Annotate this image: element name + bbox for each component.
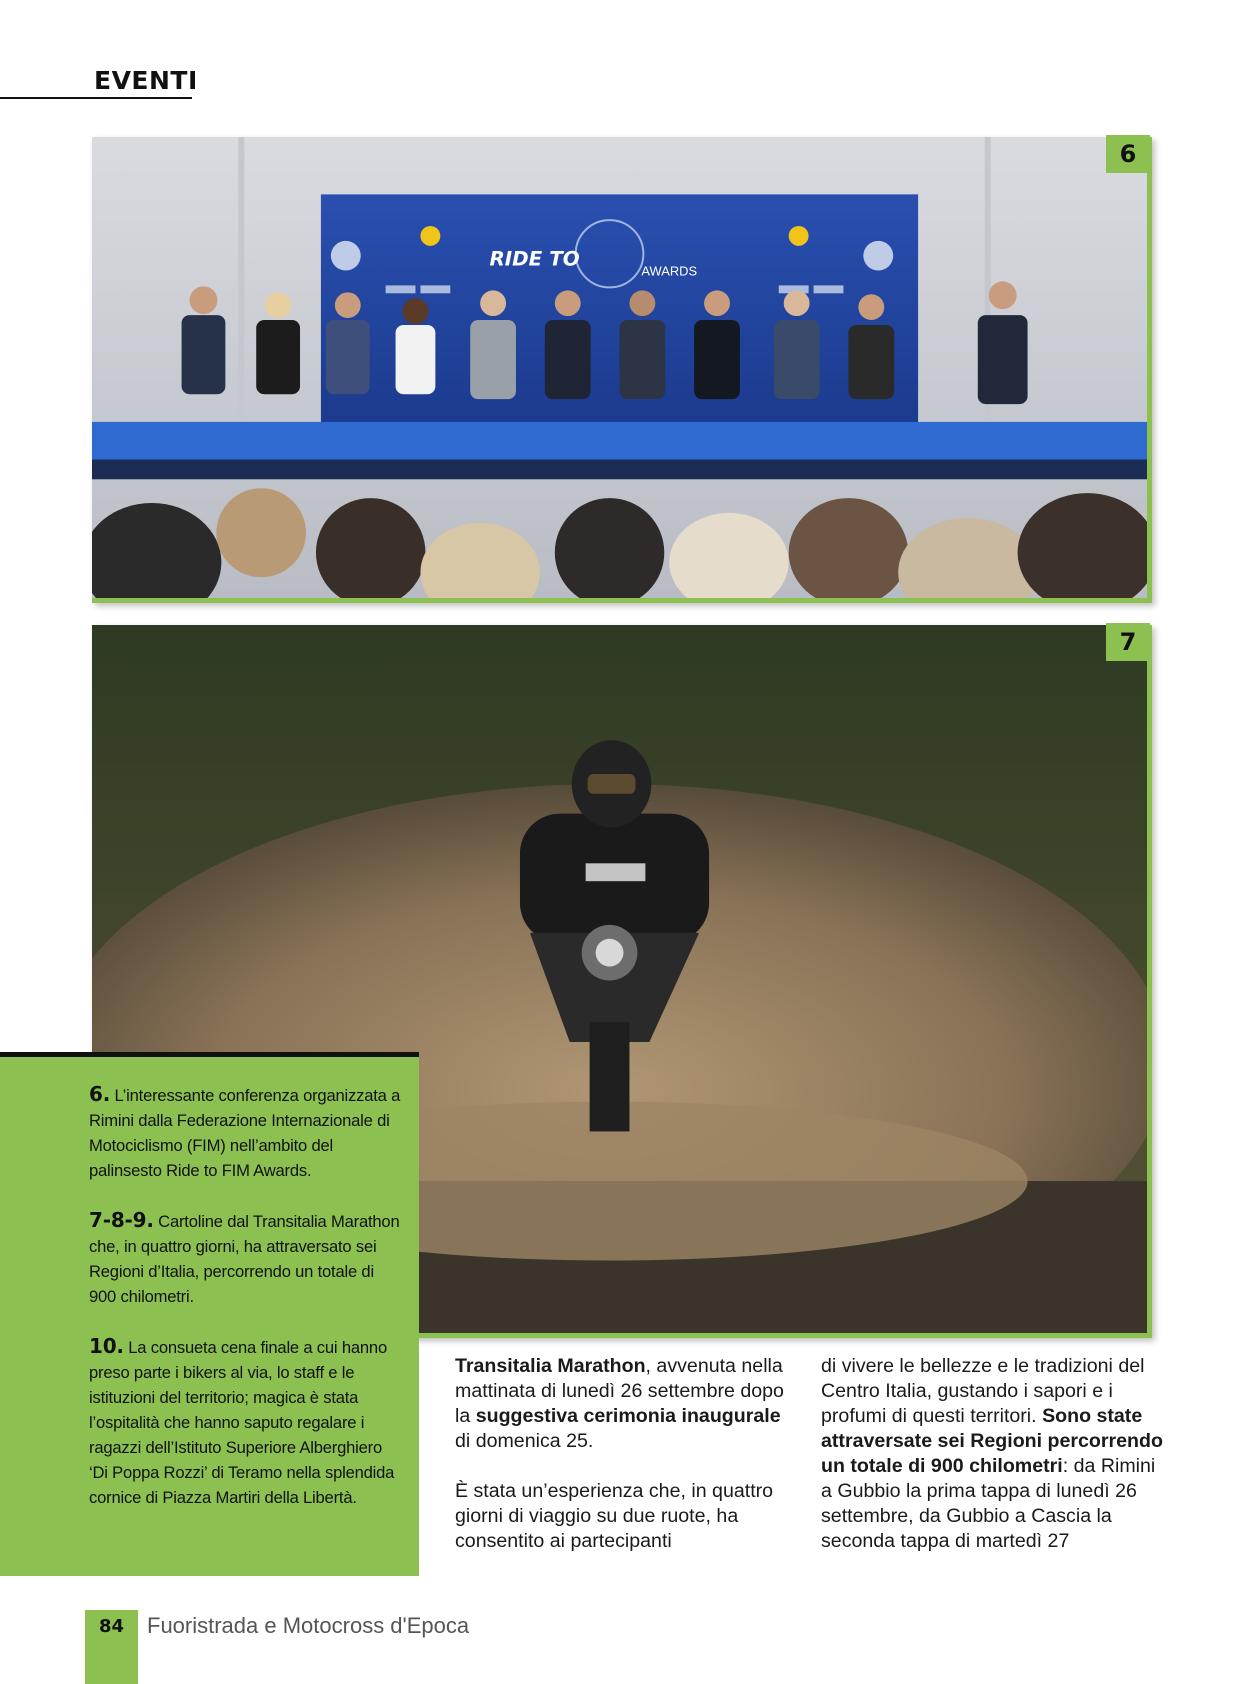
backdrop-subtitle: AWARDS [641, 263, 698, 279]
caption-number: 6. [89, 1082, 111, 1106]
section-label: EVENTI [94, 66, 198, 95]
page-number: 84 [98, 1616, 125, 1637]
caption-text: L’interessante conferenza organizzata a Rimini dalla Federazione Internazionale di Motociclismo (FIM) nell’ambito del palinsesto Ride to FIM Awards. [89, 1086, 401, 1180]
section-divider [0, 97, 192, 99]
caption-number: 10. [89, 1334, 124, 1358]
bold-text: suggestiva cerimonia inaugurale [475, 1405, 781, 1427]
caption-text: Cartoline dal Transitalia Marathon che, in quattro giorni, ha attraversato sei Regioni d’Italia, percorrendo un totale di 900 chilometri. [89, 1212, 400, 1306]
conference-illustration [92, 137, 1147, 598]
bold-text: Sono state attraversate sei Regioni percorrendo un totale di 900 chilometri [821, 1405, 1163, 1477]
body-text: : da Rimini a Gubbio la prima tappa di lunedì 26 settembre, da Gubbio a Cascia la seconda tappa di martedì 27 [821, 1455, 1156, 1552]
body-text: di domenica 25. [455, 1430, 594, 1452]
body-column-2 [821, 1354, 1166, 1579]
body-paragraph [455, 1354, 795, 1454]
body-paragraph: È stata un’esperienza che, in quattro giorni di viaggio su due ruote, ha consentito ai partecipanti [455, 1480, 774, 1552]
photo-number-badge: 6 [1106, 135, 1150, 173]
caption-7-8-9 [89, 1208, 403, 1309]
body-text: , avvenuta nella mattinata di lunedì 26 settembre dopo la [455, 1355, 784, 1427]
body-paragraph [821, 1354, 1166, 1554]
photo-conference [92, 137, 1152, 603]
caption-number: 7-8-9. [89, 1208, 154, 1232]
caption-6 [89, 1082, 403, 1183]
backdrop-title: RIDE TO [489, 247, 580, 271]
bold-text: Transitalia Marathon [455, 1355, 646, 1377]
caption-10 [89, 1334, 403, 1510]
caption-box [0, 1052, 419, 1576]
photo-number-badge: 7 [1106, 623, 1150, 661]
magazine-name: Fuoristrada e Motocross d'Epoca [147, 1613, 470, 1638]
caption-text: La consueta cena finale a cui hanno preso parte i bikers al via, lo staff e le istituzioni del territorio; magica è stata l’ospitalità che hanno saputo regalare i ragazzi dell’Istituto Superiore Alberghiero ‘Di Poppa Rozzi’ di Teramo nella splendida cornice di Piazza Martiri della Libertà. [89, 1338, 395, 1507]
body-text: di vivere le bellezze e le tradizioni del Centro Italia, gustando i sapori e i profumi di questi territori. [821, 1355, 1145, 1427]
body-column-1 [455, 1354, 795, 1579]
